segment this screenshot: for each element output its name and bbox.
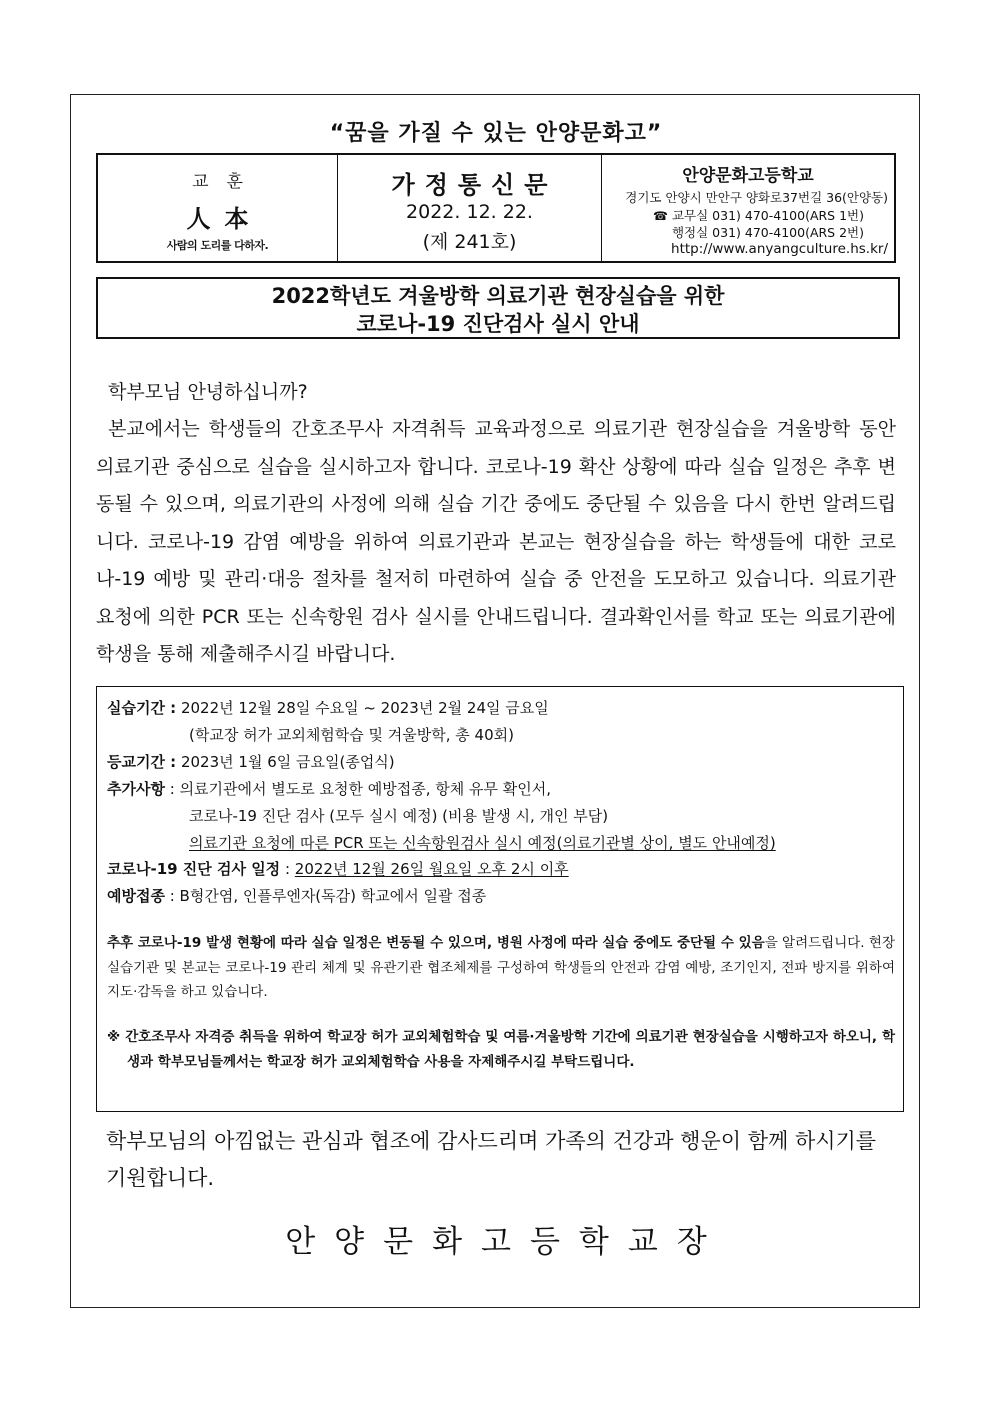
notice-schedule	[107, 931, 895, 1005]
header-table	[96, 153, 896, 263]
school-address: 경기도 안양시 만안구 양화로37번길 36(안양동)	[625, 190, 888, 205]
doc-title: 가정통신문	[391, 171, 558, 199]
extra-line3: 의료기관 요청에 따른 PCR 또는 신속항원검사 실시 예정(의료기관별 상이, 별도 안내예정)	[189, 834, 776, 852]
doc-info-cell	[338, 155, 602, 261]
school-day-label: 등교기간 :	[107, 753, 177, 771]
period-value: 2022년 12월 28일 수요일 ~ 2023년 2월 24일 금요일	[180, 699, 549, 717]
school-motto-cell	[98, 155, 338, 261]
signature: 안양문화고등학교장	[285, 1224, 726, 1260]
test-sep: :	[280, 860, 295, 878]
test-schedule-row	[107, 858, 569, 879]
headline-box	[96, 277, 900, 339]
info-box	[96, 686, 904, 1112]
school-day-value: 2023년 1월 6일 금요일(종업식)	[180, 753, 395, 771]
phone-admin: 행정실 031) 470-4100(ARS 2번)	[671, 225, 864, 240]
extra-line2: 코로나-19 진단 검사 (모두 실시 예정) (비용 발생 시, 개인 부담)	[189, 807, 609, 825]
vaccine-row	[107, 885, 486, 906]
phone-icon: ☎	[653, 209, 668, 223]
school-contact-cell	[602, 155, 894, 261]
extra-label: 추가사항	[107, 780, 165, 798]
school-day-row	[107, 751, 395, 772]
doc-date: 2022. 12. 22.	[406, 201, 533, 223]
motto-label: 교훈	[192, 172, 261, 192]
extra-row	[107, 778, 551, 799]
school-name: 안양문화고등학교	[682, 166, 814, 186]
headline-line2: 코로나-19 진단검사 실시 안내	[356, 312, 640, 336]
closing-text: 학부모님의 아낌없는 관심과 협조에 감사드리며 가족의 건강과 행운이 함께 하시기를 기원합니다.	[106, 1129, 877, 1190]
vaccine-value: : B형간염, 인플루엔자(독감) 학교에서 일괄 접종	[164, 887, 487, 905]
motto-hanja: 人本	[186, 204, 263, 233]
notice-request: ※ 간호조무사 자격증 취득을 위하여 학교장 허가 교외체험학습 및 여름·겨울방학 기간에 의료기관 현장실습을 시행하고자 하오니, 학생과 학부모님들께서는 학교장 허가 교외체험학습 사용을 자제해주시길 부탁드립니다.	[107, 1029, 895, 1070]
motto-banner: “꿈을 가질 수 있는 안양문화고”	[329, 121, 663, 146]
notice-schedule-bold: 추후 코로나-19 발생 현황에 따라 실습 일정은 변동될 수 있으며, 병원 사정에 따라 실습 중에도 중단될 수 있음	[107, 935, 765, 951]
phone-office: 교무실 031) 470-4100(ARS 1번)	[671, 208, 864, 223]
vaccine-label: 예방접종	[107, 887, 165, 905]
period-row	[107, 697, 549, 718]
school-website-link[interactable]: http://www.anyangculture.hs.kr/	[671, 241, 888, 257]
extra-line1: : 의료기관에서 별도로 요청한 예방접종, 항체 유무 확인서,	[169, 780, 551, 798]
period-note: (학교장 허가 교외체험학습 및 겨울방학, 총 40회)	[189, 726, 514, 744]
headline-line1: 2022학년도 겨울방학 의료기관 현장실습을 위한	[271, 284, 725, 308]
test-label: 코로나-19 진단 검사 일정	[107, 860, 281, 878]
test-value: 2022년 12월 26일 월요일 오후 2시 이후	[294, 860, 569, 878]
motto-subtitle: 사람의 도리를 다하자.	[166, 239, 269, 252]
notice-schedule-rest: 을 알려드립니다. 현장 실습기관 및 본교는 코로나-19 관리 체계 및 유관기관 협조체제를 구성하여 학생들의 안전과 감염 예방, 조기인지, 전파 방지를 위하여 지도·감독을 하고 있습니다.	[107, 935, 895, 1000]
greeting: 학부모님 안녕하십니까?	[108, 381, 308, 403]
main-paragraph: 본교에서는 학생들의 간호조무사 자격취득 교육과정으로 의료기관 현장실습을 겨울방학 동안 의료기관 중심으로 실습을 실시하고자 합니다. 코로나-19 확산 상황에 따라 실습 일정은 추후 변동될 수 있으며, 의료기관의 사정에 의해 실습 기간 중에도 중단될 수 있음을 다시 한번 알려드립니다. 코로나-19 감염 예방을 위하여 의료기관과 본교는 현장실습을 하는 학생들에 대한 코로나-19 예방 및 관리·대응 절차를 철저히 마련하여 실습 중 안전을 도모하고 있습니다. 의료기관 요청에 의한 PCR 또는 신속항원 검사 실시를 안내드립니다. 결과확인서를 학교 또는 의료기관에 학생을 통해 제출해주시길 바랍니다.	[96, 418, 896, 665]
doc-issue-number: (제 241호)	[422, 231, 517, 253]
phone-office-line	[653, 206, 864, 224]
period-label: 실습기간 :	[107, 699, 177, 717]
